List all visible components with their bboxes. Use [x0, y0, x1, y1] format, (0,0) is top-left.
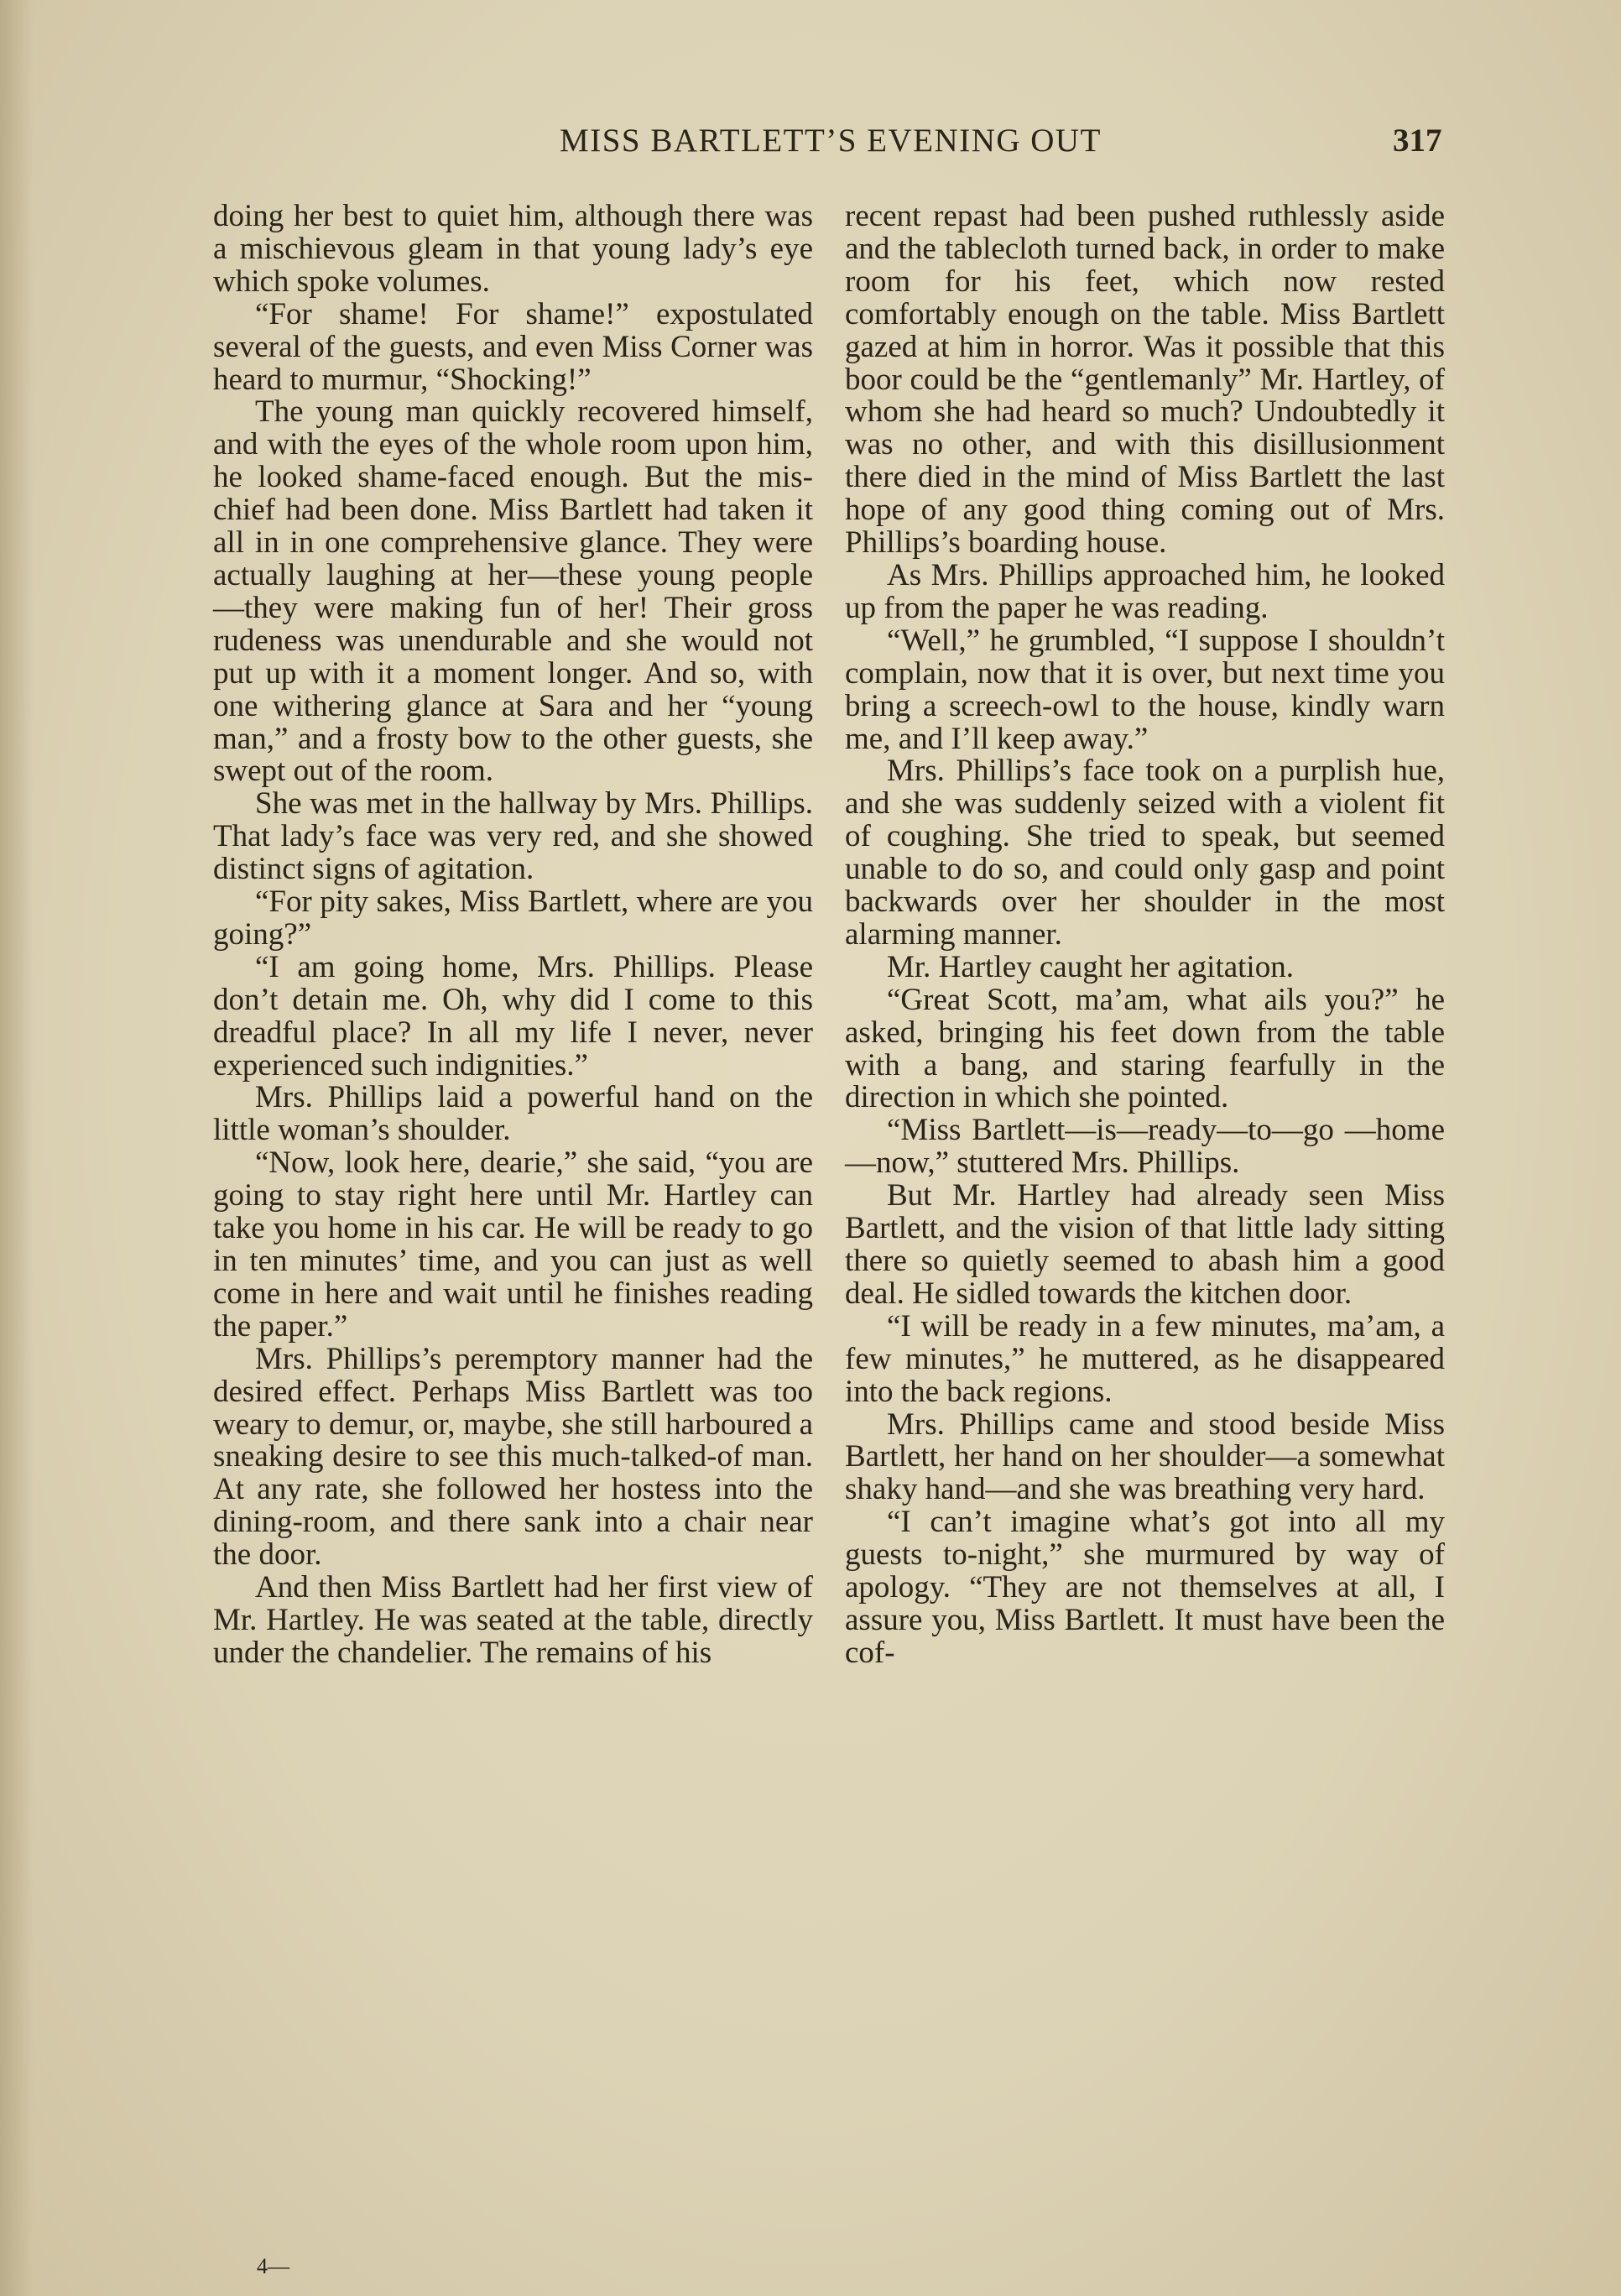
paragraph: As Mrs. Phillips approached him, he looked up from the paper he was reading.: [845, 557, 1445, 625]
running-title: MISS BARTLETT’S EVENING OUT: [560, 123, 1102, 159]
paragraph: Mrs. Phillips’s face took on a purplish hue, and she was suddenly seized with a violent fit of coughing. She tried to speak, but seemed unable to do so, and could only gasp and point backwards over her shoulder in the most alarming manner.: [845, 754, 1445, 952]
running-head: [201, 116, 1460, 166]
paragraph: Mrs. Phillips came and stood beside Miss Bartlett, her hand on her shoulder—a somewhat shaky hand—and she was breathing very hard.: [845, 1406, 1445, 1507]
left-column: [213, 201, 813, 1670]
paragraph: “For pity sakes, Miss Bartlett, where are you going?”: [213, 884, 813, 952]
paragraph: “For shame! For shame!” expostulated several of the guests, and even Miss Corner was heard to murmur, “Shocking!”: [213, 296, 813, 397]
paragraph: Mr. Hartley caught her agitation.: [887, 949, 1294, 984]
paragraph: “Great Scott, ma’am, what ails you?” he asked, bringing his feet down from the table with a bang, and staring fearfully in the direction in which she pointed.: [845, 982, 1445, 1115]
paragraph: doing her best to quiet him, although there was a mischievous gleam in that young lady’s eye which spoke volumes.: [213, 199, 813, 299]
paragraph: “I can’t imagine what’s got into all my guests to-night,” she murmured by way of apology. “They are not themselves at all, I assure you, Miss Bartlett. It must have been the cof-: [845, 1505, 1445, 1670]
paragraph: But Mr. Hartley had already seen Miss Bartlett, and the vision of that little lady sitting there so quietly seemed to abash him a good deal. He sidled towards the kitchen door.: [845, 1178, 1445, 1311]
page-gutter-shadow: [0, 0, 34, 2296]
paragraph: She was met in the hallway by Mrs. Phillips. That lady’s face was very red, and she showed distinct signs of agitation.: [213, 786, 813, 887]
page-number: 317: [1393, 123, 1442, 159]
paragraph: “Miss Bartlett—is—ready—to—go —home—now,” stuttered Mrs. Phillips.: [845, 1113, 1445, 1181]
paragraph: And then Miss Bartlett had her first view of Mr. Hartley. He was seated at the table, directly under the chandelier. The remains of his: [213, 1570, 813, 1670]
signature-mark: 4—: [257, 2254, 289, 2278]
paragraph: “I am going home, Mrs. Phillips. Please don’t detain me. Oh, why did I come to this dreadful place? In all my life I never, never experienced such indignities.”: [213, 949, 813, 1083]
paragraph: recent repast had been pushed ruthlessly aside and the tablecloth turned back, in order to make room for his feet, which now rested comfortably enough on the table. Miss Bartlett gazed at him in horror. Was it possible that this boor could be the “gentlemanly” Mr. Hartley, of whom she had heard so much? Undoubtedly it was no other, and with this disillusionment there died in the mind of Miss Bartlett the last hope of any good thing coming out of Mrs. Phillips’s boarding house.: [845, 199, 1445, 561]
paragraph: Mrs. Phillips laid a powerful hand on the little woman’s shoulder.: [213, 1080, 813, 1148]
paragraph: “Now, look here, dearie,” she said, “you are going to stay right here until Mr. Hartley can take you home in his car. He will be ready to go in ten minutes’ time, and you can just as well come in here and wait until he finishes reading the paper.”: [213, 1145, 813, 1344]
paragraph: The young man quickly recovered himself, and with the eyes of the whole room upon him, he looked shame-faced enough. But the mischief had been done. Miss Bartlett had taken it all in in one comprehensive glance. They were actually laughing at her—these young people —they were making fun of her! Their gross rudeness was unendurable and she would not put up with it a moment longer. And so, with one withering glance at Sara and her “young man,” and a frosty bow to the other guests, she swept out of the room.: [213, 394, 813, 789]
right-column: [845, 201, 1445, 1670]
paragraph: Mrs. Phillips’s peremptory manner had the desired effect. Perhaps Miss Bartlett was too weary to demur, or, maybe, she still harboured a sneaking desire to see this much-talked-of man. At any rate, she followed her hostess into the dining-room, and there sank into a chair near the door.: [213, 1341, 813, 1573]
paragraph: “I will be ready in a few minutes, ma’am, a few minutes,” he muttered, as he disappeared into the back regions.: [845, 1308, 1445, 1409]
paragraph: “Well,” he grumbled, “I suppose I shouldn’t complain, now that it is over, but next time you bring a screech-owl to the house, kindly warn me, and I’ll keep away.”: [845, 623, 1445, 756]
